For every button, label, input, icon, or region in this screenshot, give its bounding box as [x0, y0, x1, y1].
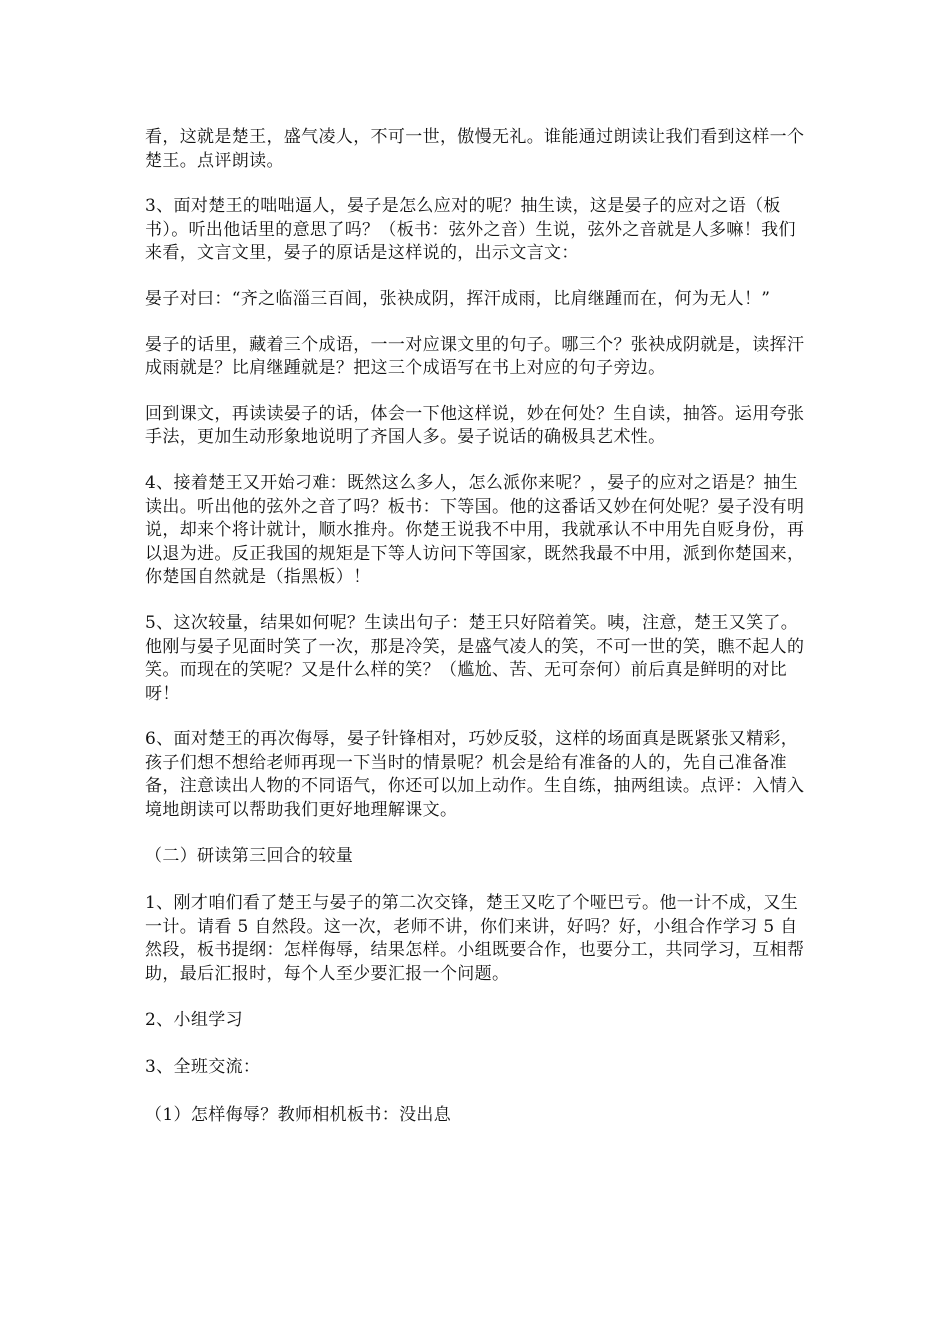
paragraph-step-5: 5、这次较量，结果如何呢？生读出句子：楚王只好陪着笑。咦，注意，楚王又笑了。他刚与晏子见面时笑了一次，那是冷笑，是盛气凌人的笑，不可一世的笑，瞧不起人的笑。而现在的笑呢？又是什么样的笑？（尴尬、苦、无可奈何）前后真是鲜明的对比呀！ [145, 612, 805, 704]
paragraph-group-study: 2、小组学习 [145, 1009, 243, 1030]
paragraph-round-three-1: 1、刚才咱们看了楚王与晏子的第二次交锋，楚王又吃了个哑巴亏。他一计不成，又生一计。请看 5 自然段。这一次，老师不讲，你们来讲，好吗？好，小组合作学习 5 自然段，板书提纲：怎样侮辱，结果怎样。小组既要合作，也要分工，共同学习，互相帮助，最后汇报时，每个人至少要汇报一个问题。 [145, 893, 805, 985]
paragraph-classical-quote: 晏子对曰：“齐之临淄三百闾，张袂成阴，挥汗成雨，比肩继踵而在，何为无人！” [145, 288, 771, 309]
section-heading-round-three: （二）研读第三回合的较量 [145, 845, 354, 866]
paragraph-class-exchange: 3、全班交流： [145, 1057, 261, 1078]
paragraph-back-to-text: 回到课文，再读读晏子的话，体会一下他这样说，妙在何处？生自读，抽答。运用夸张手法，更加生动形象地说明了齐国人多。晏子说话的确极具艺术性。 [145, 403, 805, 448]
paragraph-step-6: 6、面对楚王的再次侮辱，晏子针锋相对，巧妙反驳，这样的场面真是既紧张又精彩，孩子们想不想给老师再现一下当时的情景呢？机会是给有准备的人的，先自己准备准备，注意读出人物的不同语气，你还可以加上动作。生自练，抽两组读。点评：入情入境地朗读可以帮助我们更好地理解课文。 [145, 729, 805, 821]
document-page [145, 126, 809, 1151]
paragraph-chu-king-intro: 看，这就是楚王，盛气凌人，不可一世，傲慢无礼。谁能通过朗读让我们看到这样一个楚王。点评朗读。 [145, 127, 805, 171]
paragraph-insult-question: （1）怎样侮辱？教师相机板书：没出息 [145, 1104, 452, 1125]
paragraph-three-idioms: 晏子的话里，藏着三个成语，一一对应课文里的句子。哪三个？张袂成阴就是，读挥汗成雨就是？比肩继踵就是？把这三个成语写在书上对应的句子旁边。 [145, 334, 805, 379]
paragraph-step-4: 4、接着楚王又开始刁难：既然这么多人，怎么派你来呢？，晏子的应对之语是？抽生读出。听出他的弦外之音了吗？板书：下等国。他的这番话又妙在何处呢？晏子没有明说，却来个将计就计，顺水推舟。你楚王说我不中用，我就承认不中用先自贬身份，再以退为进。反正我国的规矩是下等人访问下等国家，既然我最不中用，派到你楚国来，你楚国自然就是（指黑板）！ [145, 472, 805, 588]
paragraph-step-3: 3、面对楚王的咄咄逼人，晏子是怎么应对的呢？抽生读，这是晏子的应对之语（板书）。听出他话里的意思了吗？（板书：弦外之音）生说，弦外之音就是人多嘛！我们来看，文言文里，晏子的原话是这样说的，出示文言文： [145, 196, 796, 264]
